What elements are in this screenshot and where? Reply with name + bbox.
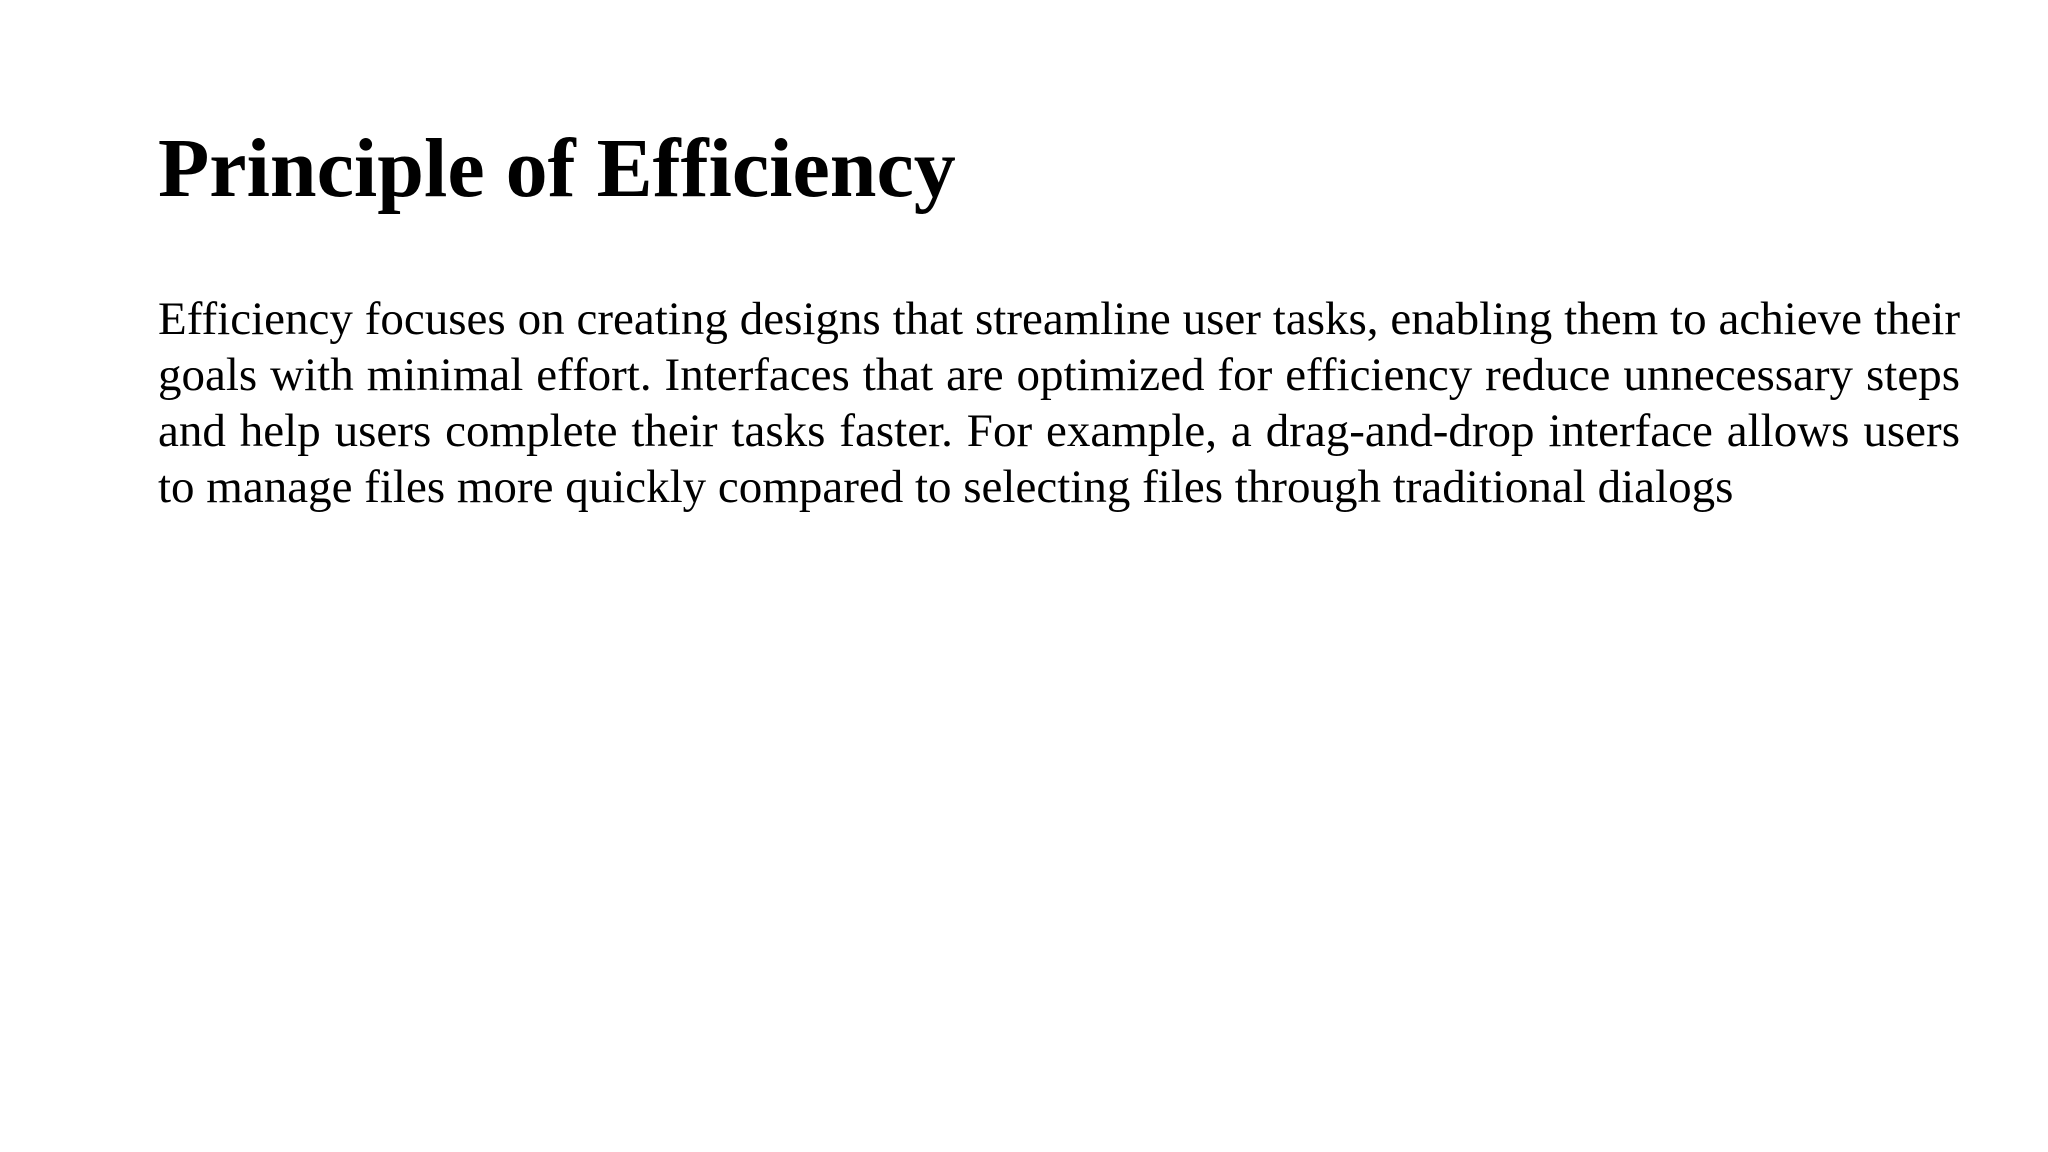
slide-title: Principle of Efficiency [158, 122, 956, 215]
slide-body-paragraph: Efficiency focuses on creating designs that streamline user tasks, enabling them to achieve their goals with minimal effort. Interfaces that are optimized for efficiency reduce unnecessary steps and help users complete their tasks faster. For example, a drag-and-drop interface allows users to manage files more quickly compared to selecting files through traditional dialogs [158, 293, 1960, 513]
